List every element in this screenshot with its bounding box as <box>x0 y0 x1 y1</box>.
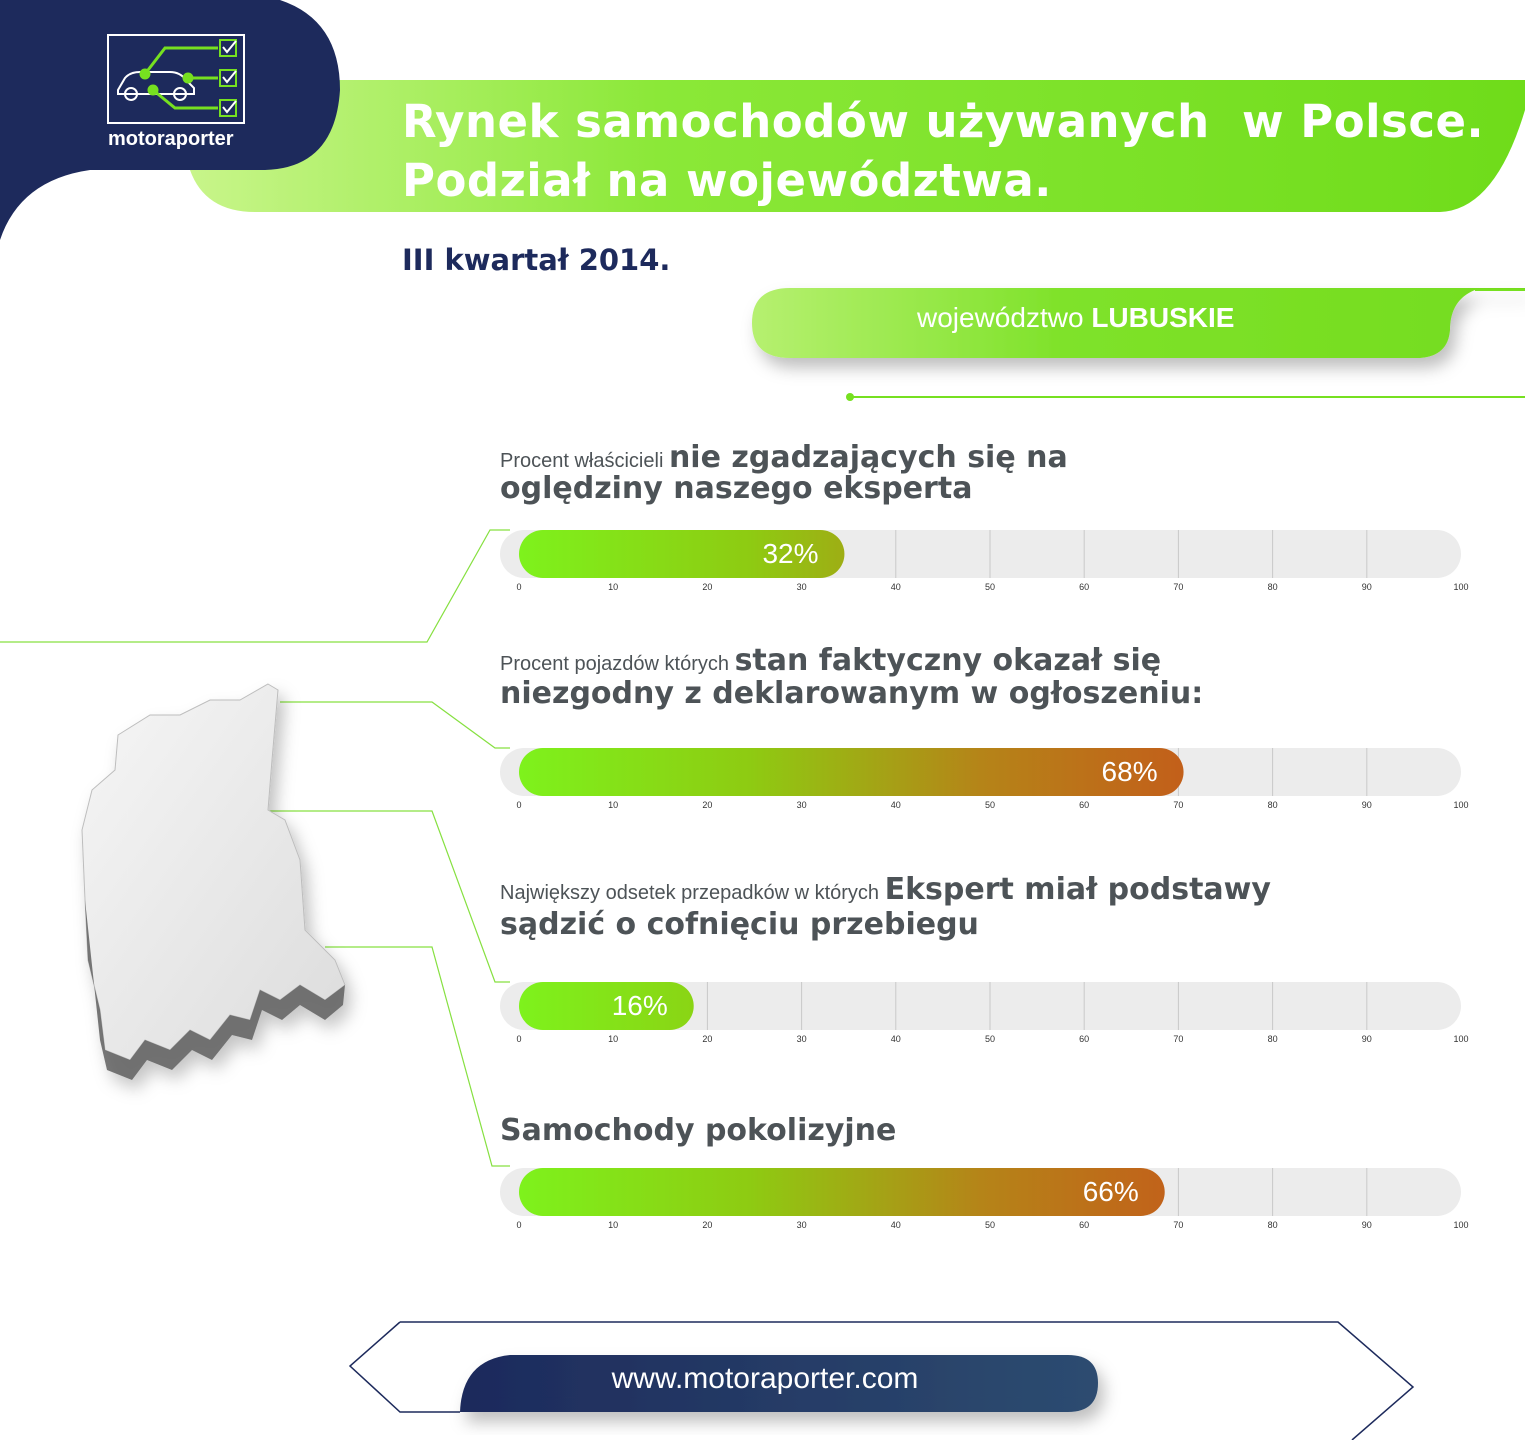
tick-label: 60 <box>1079 800 1090 810</box>
period-label: III kwartał 2014. <box>402 243 671 277</box>
tick-label: 0 <box>516 800 522 810</box>
tick-label: 90 <box>1361 800 1372 810</box>
tick-label: 30 <box>796 582 807 592</box>
bar-value-label: 68% <box>1101 756 1158 787</box>
region-name: LUBUSKIE <box>1091 302 1235 333</box>
tick-label: 30 <box>796 800 807 810</box>
region-label <box>917 302 1234 334</box>
tick-label: 20 <box>702 1220 713 1230</box>
tick-label: 30 <box>796 1220 807 1230</box>
tick-label: 40 <box>890 1034 901 1044</box>
tick-label: 60 <box>1079 1220 1090 1230</box>
region-map-icon <box>82 684 345 1080</box>
title-line-1: Rynek samochodów używanych w Polsce. <box>402 95 1485 148</box>
brand-name: motoraporter <box>108 128 234 150</box>
title-line-2: Podział na województwa. <box>402 154 1052 207</box>
tick-label: 70 <box>1173 582 1184 592</box>
tick-label: 60 <box>1079 1034 1090 1044</box>
tick-label: 80 <box>1267 1220 1278 1230</box>
bar-title-3 <box>500 872 1271 942</box>
tick-label: 100 <box>1453 800 1469 810</box>
website-link[interactable]: www.motoraporter.com <box>611 1362 919 1395</box>
bar-title-strong: nie zgadzających się na <box>668 440 1068 475</box>
bar-title-lead: Procent pojazdów których <box>500 653 735 675</box>
tick-label: 50 <box>984 1220 996 1230</box>
tick-label: 20 <box>702 800 713 810</box>
tick-label: 70 <box>1173 1034 1184 1044</box>
tick-label: 10 <box>608 582 619 592</box>
bar-title-strong: Ekspert miał podstawy <box>884 872 1271 907</box>
page-title <box>402 92 1484 210</box>
tick-label: 80 <box>1267 800 1278 810</box>
tick-label: 0 <box>516 1220 522 1230</box>
bar-value-label: 16% <box>611 990 668 1021</box>
tick-label: 80 <box>1267 582 1278 592</box>
tick-label: 90 <box>1361 582 1372 592</box>
tick-label: 0 <box>516 582 522 592</box>
tick-label: 10 <box>608 1034 619 1044</box>
tick-label: 70 <box>1173 800 1184 810</box>
tick-label: 100 <box>1453 582 1469 592</box>
tick-label: 50 <box>984 1034 996 1044</box>
bar-value-label: 32% <box>762 538 819 569</box>
tick-label: 10 <box>608 800 619 810</box>
region-prefix: województwo <box>917 302 1084 333</box>
tick-label: 100 <box>1453 1220 1469 1230</box>
tick-label: 60 <box>1079 582 1090 592</box>
tick-label: 50 <box>984 800 996 810</box>
bar-title-lead: Procent właścicieli <box>500 450 669 472</box>
tick-label: 100 <box>1453 1034 1469 1044</box>
bar-title-strong: stan faktyczny okazał się <box>734 643 1162 678</box>
tick-label: 0 <box>516 1034 522 1044</box>
bar-fill <box>519 748 1184 796</box>
bar-title-strong-2: niezgodny z deklarowanym w ogłoszeniu: <box>500 676 1204 711</box>
bar-fill <box>519 1168 1165 1216</box>
bar-title-lead: Największy odsetek przepadków w których <box>500 882 885 904</box>
tick-label: 40 <box>890 1220 901 1230</box>
tick-label: 20 <box>702 582 713 592</box>
tick-label: 70 <box>1173 1220 1184 1230</box>
tick-label: 80 <box>1267 1034 1278 1044</box>
tick-label: 90 <box>1361 1220 1372 1230</box>
bar-title-2 <box>500 643 1203 711</box>
tick-label: 40 <box>890 800 901 810</box>
bar-title-strong-2: sądzić o cofnięciu przebiegu <box>500 907 979 942</box>
tick-label: 50 <box>984 582 996 592</box>
tick-label: 40 <box>890 582 901 592</box>
tick-label: 30 <box>796 1034 807 1044</box>
tick-label: 10 <box>608 1220 619 1230</box>
tick-label: 20 <box>702 1034 713 1044</box>
tick-label: 90 <box>1361 1034 1372 1044</box>
bar-title-strong-2: oględziny naszego eksperta <box>500 471 973 506</box>
bar-title-1 <box>500 440 1068 506</box>
bar-title-4 <box>500 1113 896 1148</box>
bar-title-strong: Samochody pokolizyjne <box>500 1113 897 1148</box>
bar-value-label: 66% <box>1082 1176 1139 1207</box>
